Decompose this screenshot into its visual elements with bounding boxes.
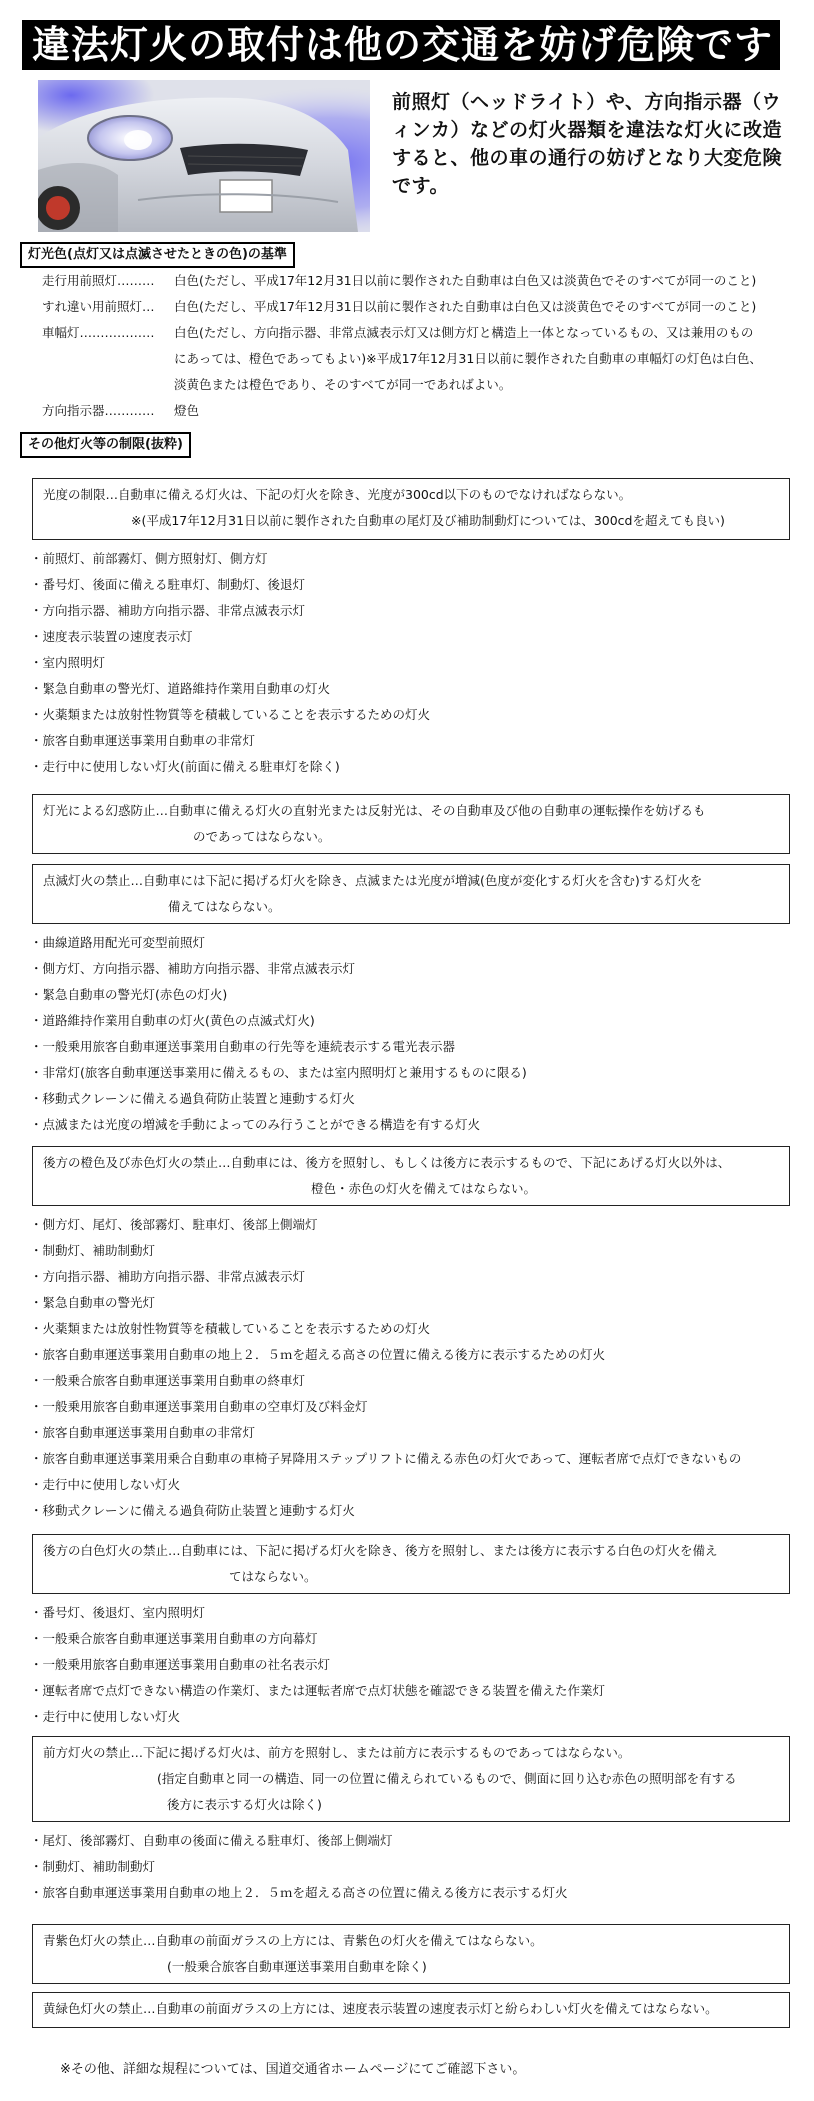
rule-text: 点滅灯火の禁止…自動車には下記に掲げる灯火を除き、点滅または光度が増減(色度が変化する灯火を含む)する灯火を	[43, 873, 703, 888]
color-row-label: すれ違い用前照灯…	[42, 299, 155, 314]
list-item: ・速度表示装置の速度表示灯	[30, 629, 193, 644]
list-item: ・緊急自動車の警光灯、道路維持作業用自動車の灯火	[30, 681, 331, 696]
color-row-label: 車幅灯………………	[42, 325, 155, 340]
list-item: ・旅客自動車運送事業用自動車の地上２．５ｍを超える高さの位置に備える後方に表示するための灯火	[30, 1347, 606, 1362]
lamp-color-heading: 灯光色(点灯又は点滅させたときの色)の基準	[20, 242, 295, 268]
exemption-list-1	[30, 546, 800, 780]
exemption-list-3	[30, 1212, 800, 1524]
list-item: ・番号灯、後退灯、室内照明灯	[30, 1605, 206, 1620]
exemption-list-5	[30, 1828, 800, 1906]
list-item: ・一般乗合旅客自動車運送事業用自動車の方向幕灯	[30, 1631, 318, 1646]
intro-text: 前照灯（ヘッドライト）や、方向指示器（ウィンカ）などの灯火器類を違法な灯火に改造すると、他の車の通行の妨げとなり大変危険です。	[392, 91, 783, 197]
list-item: ・旅客自動車運送事業用自動車の地上２．５ｍを超える高さの位置に備える後方に表示する灯火	[30, 1885, 568, 1900]
rule-text: 灯光による幻惑防止…自動車に備える灯火の直射光または反射光は、その自動車及び他の自動車の運転操作を妨げるも	[43, 803, 706, 818]
list-item: ・移動式クレーンに備える過負荷防止装置と連動する灯火	[30, 1503, 355, 1518]
list-item: ・走行中に使用しない灯火	[30, 1709, 181, 1724]
list-item: ・走行中に使用しない灯火(前面に備える駐車灯を除く)	[30, 759, 340, 774]
list-item: ・曲線道路用配光可変型前照灯	[30, 935, 206, 950]
exemption-list-4	[30, 1600, 800, 1730]
list-item: ・制動灯、補助制動灯	[30, 1243, 156, 1258]
rule-box-glare	[32, 794, 790, 854]
list-item: ・点滅または光度の増減を手動によってのみ行うことができる構造を有する灯火	[30, 1117, 481, 1132]
car-illustration	[38, 80, 370, 232]
rule-box-blue-violet	[32, 1924, 790, 1984]
rule-text-cont: てはならない。	[229, 1569, 317, 1584]
rule-note: (指定自動車と同一の構造、同一の位置に備えられているもので、側面に回り込む赤色の照明部を有する	[157, 1771, 737, 1786]
list-item: ・旅客自動車運送事業用自動車の非常灯	[30, 733, 256, 748]
color-row-low-beam	[42, 298, 756, 316]
color-row-turn-signal	[42, 402, 199, 420]
rule-box-flashing	[32, 864, 790, 924]
list-item: ・番号灯、後面に備える駐車灯、制動灯、後退灯	[30, 577, 306, 592]
rule-text: 前方灯火の禁止…下記に掲げる灯火は、前方を照射し、または前方に表示するものであってはならない。	[43, 1745, 631, 1760]
rule-text: 後方の橙色及び赤色灯火の禁止…自動車には、後方を照射し、もしくは後方に表示するもので、下記にあげる灯火以外は、	[43, 1155, 731, 1170]
rule-text-cont: 備えてはならない。	[168, 899, 281, 914]
list-item: ・緊急自動車の警光灯	[30, 1295, 156, 1310]
list-item: ・一般乗用旅客自動車運送事業用自動車の行先等を連続表示する電光表示器	[30, 1039, 456, 1054]
color-row-value: 白色(ただし、方向指示器、非常点滅表示灯又は側方灯と構造上一体となっているもの、又は兼用のもの	[174, 325, 754, 340]
list-item: ・方向指示器、補助方向指示器、非常点滅表示灯	[30, 603, 306, 618]
list-item: ・移動式クレーンに備える過負荷防止装置と連動する灯火	[30, 1091, 355, 1106]
list-item: ・道路維持作業用自動車の灯火(黄色の点滅式灯火)	[30, 1013, 315, 1028]
color-row-side-marker-cont-1: にあっては、橙色であってもよい)※平成17年12月31日以前に製作された自動車の車幅灯の灯色は白色、	[174, 351, 762, 366]
list-item: ・火薬類または放射性物質等を積載していることを表示するための灯火	[30, 707, 431, 722]
color-row-value: 白色(ただし、平成17年12月31日以前に製作された自動車は白色又は淡黄色でそのすべてが同一のこと)	[174, 299, 757, 314]
list-item: ・一般乗合旅客自動車運送事業用自動車の終車灯	[30, 1373, 306, 1388]
list-item: ・一般乗用旅客自動車運送事業用自動車の空車灯及び料金灯	[30, 1399, 368, 1414]
rule-note: (一般乗合旅客自動車運送事業用自動車を除く)	[167, 1959, 427, 1974]
color-row-side-marker-cont-2: 淡黄色または橙色であり、そのすべてが同一であればよい。	[174, 377, 512, 392]
color-row-label: 走行用前照灯………	[42, 273, 155, 288]
list-item: ・旅客自動車運送事業用乗合自動車の車椅子昇降用ステップリフトに備える赤色の灯火であって、運転者席で点灯できないもの	[30, 1451, 742, 1466]
list-item: ・一般乗用旅客自動車運送事業用自動車の社名表示灯	[30, 1657, 331, 1672]
car-photo	[38, 80, 370, 232]
list-item: ・走行中に使用しない灯火	[30, 1477, 181, 1492]
rule-text: 黄緑色灯火の禁止…自動車の前面ガラスの上方には、速度表示装置の速度表示灯と紛らわしい灯火を備えてはならない。	[43, 2001, 718, 2016]
list-item: ・火薬類または放射性物質等を積載していることを表示するための灯火	[30, 1321, 431, 1336]
rule-box-yellow-green	[32, 1992, 790, 2028]
list-item: ・制動灯、補助制動灯	[30, 1859, 156, 1874]
rule-box-rear-amber-red	[32, 1146, 790, 1206]
rule-note: ※(平成17年12月31日以前に製作された自動車の尾灯及び補助制動灯については、300cdを超えても良い)	[131, 513, 725, 528]
page-title: 違法灯火の取付は他の交通を妨げ危険です	[22, 20, 780, 70]
rule-box-luminous-intensity	[32, 478, 790, 540]
list-item: ・旅客自動車運送事業用自動車の非常灯	[30, 1425, 256, 1440]
list-item: ・室内照明灯	[30, 655, 106, 670]
rule-box-rear-white	[32, 1534, 790, 1594]
list-item: ・運転者席で点灯できない構造の作業灯、または運転者席で点灯状態を確認できる装置を備えた作業灯	[30, 1683, 606, 1698]
rule-text: 光度の制限…自動車に備える灯火は、下記の灯火を除き、光度が300cd以下のものでなければならない。	[43, 487, 632, 502]
color-row-label: 方向指示器…………	[42, 403, 155, 418]
limits-heading: その他灯火等の制限(抜粋)	[20, 432, 191, 458]
color-row-value: 燈色	[174, 403, 200, 418]
list-item: ・側方灯、方向指示器、補助方向指示器、非常点滅表示灯	[30, 961, 356, 976]
color-row-value: 白色(ただし、平成17年12月31日以前に製作された自動車は白色又は淡黄色でそのすべてが同一のこと)	[174, 273, 757, 288]
rule-note-cont: 後方に表示する灯火は除く)	[167, 1797, 322, 1812]
color-row-side-marker	[42, 324, 753, 342]
list-item: ・非常灯(旅客自動車運送事業用に備えるもの、または室内照明灯と兼用するものに限る)	[30, 1065, 527, 1080]
exemption-list-2	[30, 930, 800, 1138]
footer-note: ※その他、詳細な規程については、国道交通省ホームページにてご確認下さい。	[60, 2062, 526, 2077]
list-item: ・方向指示器、補助方向指示器、非常点滅表示灯	[30, 1269, 306, 1284]
list-item: ・前照灯、前部霧灯、側方照射灯、側方灯	[30, 551, 268, 566]
list-item: ・緊急自動車の警光灯(赤色の灯火)	[30, 987, 228, 1002]
rule-text-cont: 橙色・赤色の灯火を備えてはならない。	[311, 1181, 537, 1196]
list-item: ・尾灯、後部霧灯、自動車の後面に備える駐車灯、後部上側端灯	[30, 1833, 393, 1848]
rule-text-cont: のであってはならない。	[193, 829, 331, 844]
rule-text: 青紫色灯火の禁止…自動車の前面ガラスの上方には、青紫色の灯火を備えてはならない。	[43, 1933, 543, 1948]
list-item: ・側方灯、尾灯、後部霧灯、駐車灯、後部上側端灯	[30, 1217, 318, 1232]
color-row-high-beam	[42, 272, 756, 290]
rule-box-front	[32, 1736, 790, 1822]
rule-text: 後方の白色灯火の禁止…自動車には、下記に掲げる灯火を除き、後方を照射し、または後方に表示する白色の灯火を備え	[43, 1543, 718, 1558]
